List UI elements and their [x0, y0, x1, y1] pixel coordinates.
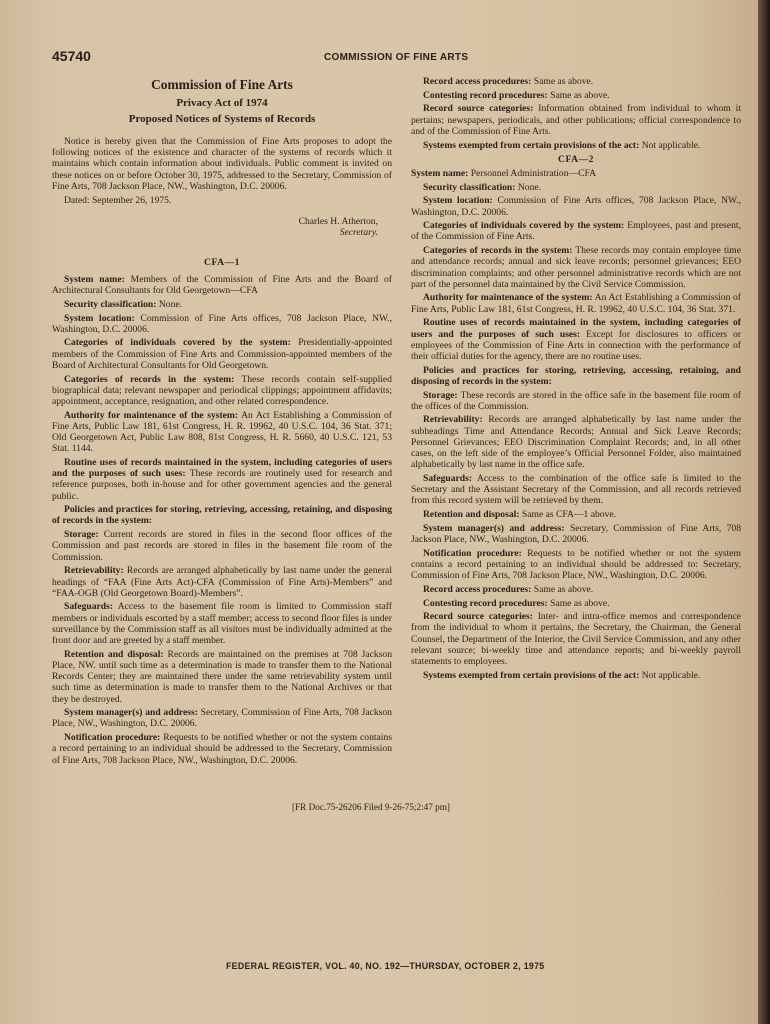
cfa1-routine-uses: Routine uses of records maintained in the system, including categories of users and the purposes of such uses: These records are routinely used for research and reference purposes, both in-house and for other government agencies and the general public.: [52, 456, 392, 502]
signer-name: Charles H. Atherton,: [298, 215, 378, 227]
cfa1-manager: System manager(s) and address: Secretary, Commission of Fine Arts, 708 Jackson Place, NW., Washington, D.C. 20006.: [52, 707, 392, 730]
cfa2-records: Categories of records in the system: These records may contain employee time and attendance records; annual and sick leave records; personnel grievances; EEO discrimination complaints; and other personnel administrative records which are not part of the personnel data maintained by the Civil Service Commission.: [411, 245, 742, 290]
notice-title: Commission of Fine Arts: [151, 77, 293, 92]
page-footer: FEDERAL REGISTER, VOL. 40, NO. 192—THURSDAY, OCTOBER 2, 1975: [226, 961, 545, 971]
cfa2-contesting: Contesting record procedures: Same as above.: [423, 597, 610, 609]
cfa1-exempted: Systems exempted from certain provisions of the act: Not applicable.: [423, 139, 701, 151]
cfa1-safeguards: Safeguards: Access to the basement file room is limited to Commission staff members or individuals escorted by a staff member; access to second floor files is under surveillance by the Commission staff as all visitors must be individually admitted at the front door and are greeted by a staff member.: [52, 601, 393, 647]
cfa1-storage: Storage: Current records are stored in files in the second floor offices of the Commission and past records are stored in files in the basement file room of the Commission.: [52, 529, 392, 563]
cfa2-retention: Retention and disposal: Same as CFA—1 above.: [423, 509, 617, 521]
cfa1-authority: Authority for maintenance of the system: An Act Establishing a Commission of Fine Arts, Public Law 181, 61st Congress, H. R. 19962, 40 U.S.C. 104, 36 Stat. 371; Old Georgetown Act, Public Law 808, 81st Congress, H. R. 5660, 40 U.S.C. 121, 53 Stat. 1144.: [52, 409, 392, 455]
cfa1-source: Record source categories: Information obtained from individual to whom it pertains; newspapers, periodicals, and other publications; official correspondence to and of the Commission of Fine Arts.: [411, 103, 741, 137]
cfa2-storage: Storage: These records are stored in the office safe in the basement file room of the offices of the Commission.: [411, 389, 741, 412]
notice-subtitle-proposed: Proposed Notices of Systems of Records: [128, 113, 316, 125]
fr-doc-filed-line: [FR Doc.75-26206 Filed 9-26-75;2:47 pm]: [292, 802, 450, 812]
cfa1-security: Security classification: None.: [64, 298, 183, 310]
signature-block: [52, 216, 392, 239]
cfa2-security: Security classification: None.: [423, 181, 542, 193]
left-column: [52, 76, 392, 768]
cfa1-location: System location: Commission of Fine Arts offices, 708 Jackson Place, NW., Washington, D.C. 20006.: [52, 312, 393, 335]
cfa2-retrievability: Retrievability: Records are arranged alphabetically by last name under the subheadings Time and Attendance Records; Annual and Sick Leave Records; Personnel Grievances; EEO Discrimination Complaint Records; and, in all other cases, on the left side of the employee’s Official Personnel Folder, also maintained alphabetically by last name in the office safe.: [411, 414, 742, 471]
cfa2-safeguards: Safeguards: Access to the combination of the office safe is limited to the Secretary and the Assistant Secretary of the Commission, and all records retrieved from this record system will be retrieved by them.: [411, 473, 742, 507]
page-number: 45740: [52, 48, 91, 64]
cfa1-policies: Policies and practices for storing, retrieving, accessing, retaining, and disposing of records in the system:: [52, 504, 392, 527]
notice-dated: Dated: September 26, 1975.: [64, 194, 172, 206]
cfa2-routine-uses: Routine uses of records maintained in the system, including categories of users and the purposes of such uses: Except for disclosures to officers or employees of the Commission of Fine Arts in connection with the performance of their official duties for the agency, there are no routine uses.: [411, 317, 741, 362]
cfa1-notification: Notification procedure: Requests to be notified whether or not the system contains a record pertaining to an individual should be addressed to the Secretary, Commission of Fine Arts, 708 Jackson Place, NW., Washington, D.C. 20006.: [52, 732, 392, 766]
cfa1-retrievability: Retrievability: Records are arranged alphabetically by last name under the general headings of “FAA (Fine Arts Act)-CFA (Commission of Fine Arts)-Members” and “FAA-OGB (Old Georgetown Board)-Members”.: [52, 565, 392, 599]
cfa1-records: Categories of records in the system: These records contain self-supplied biographical data; relevant newspaper and periodical clippings; appointment affidavits; appointment, acceptance, resignation, and other related correspondence.: [52, 373, 392, 407]
running-head: COMMISSION OF FINE ARTS: [324, 52, 469, 63]
cfa1-system-name: System name: Members of the Commission of Fine Arts and the Board of Architectural Consultants for Old Georgetown—CFA: [52, 273, 392, 297]
cfa2-system-name: System name: Personnel Administration—CFA: [411, 167, 597, 179]
cfa2-source: Record source categories: Inter- and intra-office memos and correspondence from the individual to whom it pertains, the Secretary, the Chairman, the General Counsel, the Department of the Interior, the Civil Service Commission, and any other relevant source; bi-weekly time and attendance reports; and bi-weekly payroll statements to employees.: [411, 611, 742, 668]
notice-intro: Notice is hereby given that the Commission of Fine Arts proposes to adopt the following notices of the existence and character of the systems of records which it maintains which contain information about individuals. Public comment is invited on these notices on or before October 30, 1975, addressed to the Secretary, Commission of Fine Arts, 708 Jackson Place, NW., Washington, D.C. 20006.: [52, 136, 392, 192]
cfa1-contesting: Contesting record procedures: Same as above.: [423, 89, 610, 101]
cfa2-exempted: Systems exempted from certain provisions of the act: Not applicable.: [423, 669, 701, 681]
notice-subtitle-privacy-act: Privacy Act of 1974: [176, 97, 268, 109]
cfa2-manager: System manager(s) and address: Secretary, Commission of Fine Arts, 708 Jackson Place, NW., Washington, D.C. 20006.: [411, 522, 741, 546]
signer-title: Secretary.: [339, 227, 378, 239]
cfa2-access: Record access procedures: Same as above.: [423, 583, 594, 595]
cfa1-retention: Retention and disposal: Records are maintained on the premises at 708 Jackson Place, NW. until such time as a determination is made to transfer them to the National Records Center; they are maintained there under the same retrievability system until such time as determination is made to transfer them to the National Archives or that they be destroyed.: [52, 648, 392, 705]
cfa2-location: System location: Commission of Fine Arts offices, 708 Jackson Place, NW., Washington, D.C. 20006.: [411, 195, 742, 218]
cfa2-heading: CFA—2: [558, 153, 594, 165]
cfa1-access: Record access procedures: Same as above.: [423, 76, 594, 87]
cfa1-heading: CFA—1: [204, 256, 240, 268]
cfa2-authority: Authority for maintenance of the system: An Act Establishing a Commission of Fine Arts, Public Law 181, 61st Congress, H. R. 19962, 40 U.S.C. 104, 36 Stat. 371.: [411, 292, 741, 315]
cfa2-notification: Notification procedure: Requests to be notified whether or not the system contains a record pertaining to an individual should be addressed to: Secretary, Commission of Fine Arts, 708 Jackson Place, NW., Washington, D.C. 20006.: [411, 547, 741, 582]
cfa2-policies: Policies and practices for storing, retrieving, accessing, retaining, and disposing of records in the system:: [411, 364, 741, 387]
cfa2-individuals: Categories of individuals covered by the system: Employees, past and present, of the Commission of Fine Arts.: [411, 220, 741, 243]
book-edge: [758, 0, 770, 1024]
cfa1-individuals: Categories of individuals covered by the system: Presidentially-appointed members of the Commission of Fine Arts and Commission-appointed members of the Board of Architectural Consultants for Old Georgetown.: [52, 337, 392, 371]
right-column: [411, 76, 741, 683]
